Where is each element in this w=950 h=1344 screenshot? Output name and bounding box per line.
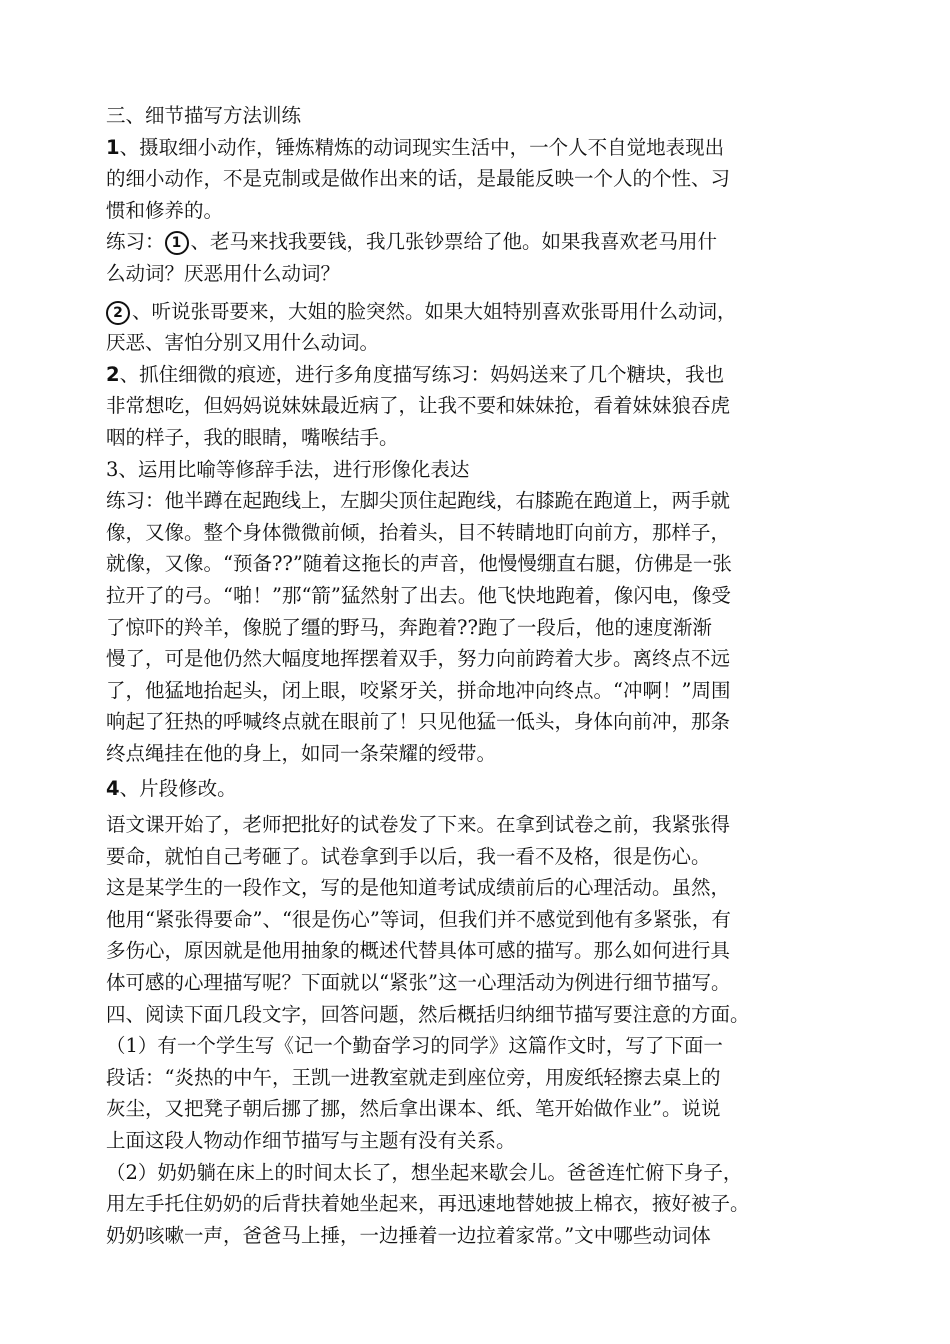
line-text: 像，又像。整个身体微微前倾，抬着头，目不转睛地盯向前方，那样子， — [106, 520, 731, 544]
paragraph-line — [106, 706, 866, 738]
paragraph-line — [106, 841, 866, 873]
paragraph-line — [106, 359, 866, 391]
line-text: （1）有一个学生写《记一个勤奋学习的同学》这篇作文时，写了下面一 — [106, 1034, 723, 1058]
paragraph-line — [106, 132, 866, 164]
paragraph-line — [106, 967, 866, 999]
paragraph-line — [106, 1220, 866, 1252]
paragraph-line — [106, 580, 866, 612]
line-text: 惯和修养的。 — [106, 198, 224, 222]
line-text: 就像，又像。“预备??”随着这拖长的声音，他慢慢绷直右腿，仿佛是一张 — [106, 552, 732, 576]
line-text: 、听说张哥要来，大姐的脸突然。如果大姐特别喜欢张哥用什么动词， — [132, 299, 737, 323]
section-heading-4 — [106, 999, 866, 1031]
line-text: 厌恶、害怕分别又用什么动词。 — [106, 331, 380, 355]
paragraph-line — [106, 935, 866, 967]
line-text: 用左手托住奶奶的后背扶着她坐起来，再迅速地替她披上棉衣，掖好被子。 — [106, 1192, 750, 1216]
line-text: 练习：他半蹲在起跑线上，左脚尖顶住起跑线，右膝跪在跑道上，两手就 — [106, 489, 731, 513]
line-text: 了，他猛地抬起头，闭上眼，咬紧牙关，拼命地冲向终点。“冲啊！”周围 — [106, 678, 731, 702]
paragraph-line — [106, 872, 866, 904]
item-number: 2 — [106, 362, 120, 386]
line-text: 咽的样子，我的眼睛，嘴喉结手。 — [106, 425, 399, 449]
line-text: 上面这段人物动作细节描写与主题有没有关系。 — [106, 1129, 516, 1152]
paragraph-line — [106, 485, 866, 517]
item-number: 1 — [106, 135, 120, 159]
paragraph-line — [106, 195, 866, 227]
line-text: 、摄取细小动作，锤炼精炼的动词现实生活中，一个人不自觉地表现出 — [119, 135, 725, 159]
line-text: 灰尘，又把凳子朝后挪了挪，然后拿出课本、纸、笔开始做作业”。说说 — [106, 1097, 721, 1121]
line-text: 奶奶咳嗽一声，爸爸马上捶，一边捶着一边拉着家常。”文中哪些动词体 — [106, 1223, 711, 1247]
exercise-line — [106, 226, 866, 258]
line-text: 响起了狂热的呼喊终点就在眼前了！只见他猛一低头，身体向前冲，那条 — [106, 710, 731, 734]
item-number: 4 — [106, 777, 120, 801]
line-text: 了惊吓的羚羊，像脱了缰的野马，奔跑着??跑了一段后，他的速度渐渐 — [106, 615, 712, 639]
paragraph-line — [106, 422, 866, 454]
paragraph-line — [106, 163, 866, 195]
line-text: 终点绳挂在他的身上，如同一条荣耀的绶带。 — [106, 741, 497, 765]
line-text: 段话：“炎热的中午，王凯一进教室就走到座位旁，用废纸轻擦去桌上的 — [106, 1065, 721, 1089]
line-text: 、老马来找我要钱，我几张钞票给了他。如果我喜欢老马用什 — [190, 230, 718, 254]
paragraph-line — [106, 258, 866, 290]
paragraph-line — [106, 1188, 866, 1220]
heading-text: 三、细节描写方法训练 — [106, 104, 302, 127]
line-text: （2）奶奶躺在床上的时间太长了，想坐起来歇会儿。爸爸连忙俯下身子， — [106, 1160, 743, 1184]
line-text: 他用“紧张得要命”、“很是伤心”等词，但我们并不感觉到他有多紧张，有 — [106, 907, 731, 931]
paragraph-line — [106, 454, 866, 486]
line-text: 慢了，可是他仍然大幅度地挥摆着双手，努力向前跨着大步。离终点不远 — [106, 647, 731, 671]
paragraph-line — [106, 390, 866, 422]
exercise-label: 练习： — [106, 230, 165, 254]
line-text: 的细小动作，不是克制或是做作出来的话，是最能反映一个人的个性、习 — [106, 167, 731, 191]
paragraph-line — [106, 1062, 866, 1094]
paragraph-line — [106, 1030, 866, 1062]
circled-number: 1 — [165, 231, 189, 255]
paragraph-line — [106, 548, 866, 580]
line-text: 语文课开始了，老师把批好的试卷发了下来。在拿到试卷之前，我紧张得 — [106, 813, 731, 837]
paragraph-line — [106, 773, 866, 805]
paragraph-line — [106, 675, 866, 707]
line-text: 、片段修改。 — [119, 777, 237, 801]
line-text: 么动词？厌恶用什么动词？ — [106, 261, 341, 285]
paragraph-line — [106, 643, 866, 675]
paragraph-line — [106, 1093, 866, 1125]
paragraph-line — [106, 327, 866, 359]
line-text: 这是某学生的一段作文，写的是他知道考试成绩前后的心理活动。虽然， — [106, 876, 731, 900]
line-text: 、抓住细微的痕迹，进行多角度描写练习：妈妈送来了几个糖块，我也 — [119, 362, 725, 386]
paragraph-line — [106, 738, 866, 770]
document-body — [106, 100, 866, 1251]
exercise-line — [106, 296, 866, 328]
heading-text: 四、阅读下面几段文字，回答问题，然后概括归纳细节描写要注意的方面。 — [106, 1002, 750, 1026]
paragraph-line — [106, 904, 866, 936]
line-text: 3、运用比喻等修辞手法，进行形像化表达 — [106, 457, 470, 481]
line-text: 非常想吃，但妈妈说妹妹最近病了，让我不要和妹妹抢，看着妹妹狼吞虎 — [106, 394, 731, 418]
line-text: 体可感的心理描写呢？下面就以“紧张”这一心理活动为例进行细节描写。 — [106, 971, 731, 995]
line-text: 要命，就怕自己考砸了。试卷拿到手以后，我一看不及格，很是伤心。 — [106, 844, 711, 868]
paragraph-line — [106, 1125, 866, 1157]
paragraph-line — [106, 809, 866, 841]
line-text: 拉开了的弓。“啪！”那“箭”猛然射了出去。他飞快地跑着，像闪电，像受 — [106, 583, 731, 607]
line-text: 多伤心，原因就是他用抽象的概述代替具体可感的描写。那么如何进行具 — [106, 939, 731, 963]
paragraph-line — [106, 612, 866, 644]
paragraph-line — [106, 517, 866, 549]
section-heading-3 — [106, 100, 866, 132]
circled-number: 2 — [106, 301, 130, 325]
paragraph-line — [106, 1157, 866, 1189]
